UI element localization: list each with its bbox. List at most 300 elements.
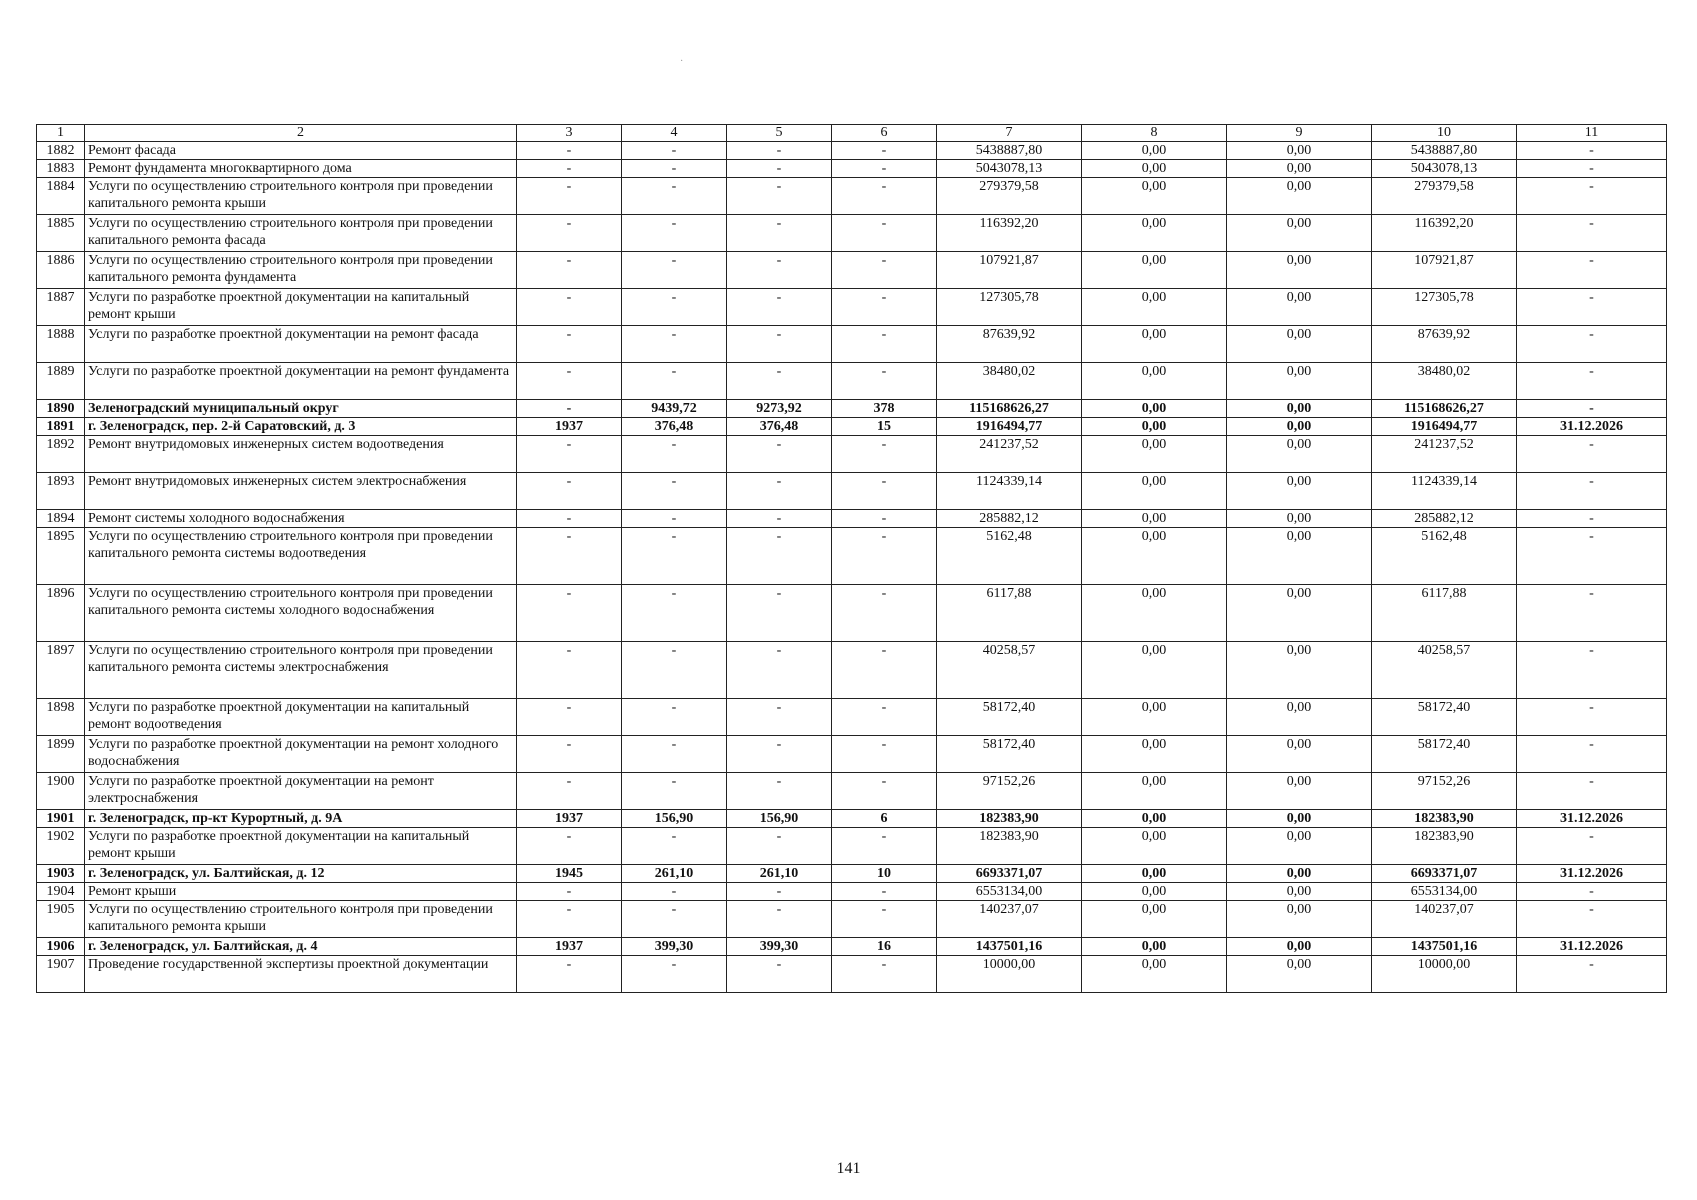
item-name: Услуги по разработке проектной документации на капитальный ремонт водоотведения	[85, 699, 517, 736]
total-cost: 285882,12	[937, 510, 1082, 528]
column-number: 4	[622, 125, 727, 142]
living-area: -	[727, 473, 832, 510]
total-cost: 279379,58	[937, 178, 1082, 215]
residents-count: 378	[832, 400, 937, 418]
cost-col-8: 0,00	[1082, 585, 1227, 642]
cost-col-8: 0,00	[1082, 773, 1227, 810]
item-name: Услуги по осуществлению строительного контроля при проведении капитального ремонта системы водоотведения	[85, 528, 517, 585]
year-built: -	[517, 773, 622, 810]
completion-date: -	[1517, 642, 1667, 699]
year-built: -	[517, 178, 622, 215]
total-cost: 97152,26	[937, 773, 1082, 810]
living-area: -	[727, 510, 832, 528]
cost-col-9: 0,00	[1227, 436, 1372, 473]
row-number: 1883	[37, 160, 85, 178]
cost-col-8: 0,00	[1082, 810, 1227, 828]
residents-count: -	[832, 736, 937, 773]
completion-date: -	[1517, 883, 1667, 901]
cost-col-10: 5438887,80	[1372, 142, 1517, 160]
total-cost: 58172,40	[937, 699, 1082, 736]
total-cost: 241237,52	[937, 436, 1082, 473]
total-area: 156,90	[622, 810, 727, 828]
year-built: -	[517, 142, 622, 160]
cost-col-9: 0,00	[1227, 142, 1372, 160]
total-area: -	[622, 883, 727, 901]
cost-col-10: 58172,40	[1372, 699, 1517, 736]
cost-col-8: 0,00	[1082, 956, 1227, 993]
year-built: -	[517, 828, 622, 865]
cost-col-8: 0,00	[1082, 883, 1227, 901]
living-area: -	[727, 178, 832, 215]
item-name: Ремонт крыши	[85, 883, 517, 901]
year-built: -	[517, 400, 622, 418]
row-number: 1886	[37, 252, 85, 289]
living-area: -	[727, 215, 832, 252]
cost-col-9: 0,00	[1227, 699, 1372, 736]
total-area: -	[622, 699, 727, 736]
row-number: 1901	[37, 810, 85, 828]
cost-col-9: 0,00	[1227, 252, 1372, 289]
completion-date: 31.12.2026	[1517, 810, 1667, 828]
total-area: -	[622, 528, 727, 585]
total-cost: 1437501,16	[937, 938, 1082, 956]
cost-col-9: 0,00	[1227, 528, 1372, 585]
row-number: 1892	[37, 436, 85, 473]
item-name: Ремонт системы холодного водоснабжения	[85, 510, 517, 528]
table-row	[37, 699, 1667, 736]
item-name: Услуги по разработке проектной документации на ремонт фундамента	[85, 363, 517, 400]
item-name: Услуги по осуществлению строительного контроля при проведении капитального ремонта крыши	[85, 178, 517, 215]
item-name: г. Зеленоградск, пр-кт Курортный, д. 9А	[85, 810, 517, 828]
row-number: 1891	[37, 418, 85, 436]
table-row	[37, 828, 1667, 865]
item-name: Услуги по разработке проектной документации на ремонт электроснабжения	[85, 773, 517, 810]
living-area: -	[727, 436, 832, 473]
residents-count: -	[832, 956, 937, 993]
column-number: 8	[1082, 125, 1227, 142]
residents-count: -	[832, 528, 937, 585]
completion-date: -	[1517, 436, 1667, 473]
cost-col-8: 0,00	[1082, 938, 1227, 956]
cost-col-10: 6693371,07	[1372, 865, 1517, 883]
row-number: 1895	[37, 528, 85, 585]
cost-col-9: 0,00	[1227, 178, 1372, 215]
completion-date: -	[1517, 956, 1667, 993]
register-table	[36, 124, 1667, 993]
completion-date: 31.12.2026	[1517, 418, 1667, 436]
year-built: -	[517, 436, 622, 473]
row-number: 1907	[37, 956, 85, 993]
cost-col-9: 0,00	[1227, 510, 1372, 528]
total-area: -	[622, 436, 727, 473]
living-area: -	[727, 901, 832, 938]
table-row	[37, 289, 1667, 326]
cost-col-8: 0,00	[1082, 473, 1227, 510]
table-row	[37, 160, 1667, 178]
cost-col-9: 0,00	[1227, 585, 1372, 642]
table-row	[37, 142, 1667, 160]
row-number: 1899	[37, 736, 85, 773]
cost-col-9: 0,00	[1227, 326, 1372, 363]
row-number: 1905	[37, 901, 85, 938]
cost-col-10: 5162,48	[1372, 528, 1517, 585]
year-built: -	[517, 363, 622, 400]
column-number: 11	[1517, 125, 1667, 142]
year-built: -	[517, 642, 622, 699]
cost-col-8: 0,00	[1082, 528, 1227, 585]
cost-col-10: 115168626,27	[1372, 400, 1517, 418]
table-row	[37, 901, 1667, 938]
cost-col-10: 6117,88	[1372, 585, 1517, 642]
living-area: -	[727, 883, 832, 901]
register-sheet	[36, 124, 1666, 993]
cost-col-10: 5043078,13	[1372, 160, 1517, 178]
table-row	[37, 642, 1667, 699]
row-number: 1903	[37, 865, 85, 883]
cost-col-8: 0,00	[1082, 400, 1227, 418]
residents-count: -	[832, 363, 937, 400]
column-number: 10	[1372, 125, 1517, 142]
item-name: Ремонт фасада	[85, 142, 517, 160]
total-cost: 1916494,77	[937, 418, 1082, 436]
cost-col-8: 0,00	[1082, 418, 1227, 436]
page-number: 141	[836, 1160, 861, 1177]
year-built: -	[517, 883, 622, 901]
total-cost: 1124339,14	[937, 473, 1082, 510]
cost-col-9: 0,00	[1227, 883, 1372, 901]
total-area: 376,48	[622, 418, 727, 436]
cost-col-8: 0,00	[1082, 252, 1227, 289]
total-area: -	[622, 160, 727, 178]
cost-col-10: 1916494,77	[1372, 418, 1517, 436]
residents-count: -	[832, 699, 937, 736]
total-cost: 5162,48	[937, 528, 1082, 585]
total-area: -	[622, 215, 727, 252]
cost-col-8: 0,00	[1082, 510, 1227, 528]
total-cost: 58172,40	[937, 736, 1082, 773]
year-built: -	[517, 736, 622, 773]
total-area: -	[622, 326, 727, 363]
residents-count: -	[832, 642, 937, 699]
residents-count: 16	[832, 938, 937, 956]
residents-count: 15	[832, 418, 937, 436]
total-area: -	[622, 178, 727, 215]
cost-col-10: 58172,40	[1372, 736, 1517, 773]
total-area: -	[622, 252, 727, 289]
cost-col-10: 107921,87	[1372, 252, 1517, 289]
year-built: -	[517, 289, 622, 326]
living-area: -	[727, 326, 832, 363]
column-number: 5	[727, 125, 832, 142]
year-built: 1937	[517, 418, 622, 436]
year-built: 1945	[517, 865, 622, 883]
living-area: 261,10	[727, 865, 832, 883]
cost-col-10: 279379,58	[1372, 178, 1517, 215]
table-row	[37, 810, 1667, 828]
cost-col-9: 0,00	[1227, 956, 1372, 993]
item-name: Услуги по осуществлению строительного контроля при проведении капитального ремонта системы электроснабжения	[85, 642, 517, 699]
total-cost: 10000,00	[937, 956, 1082, 993]
total-area: -	[622, 473, 727, 510]
total-cost: 115168626,27	[937, 400, 1082, 418]
year-built: -	[517, 699, 622, 736]
column-number: 9	[1227, 125, 1372, 142]
total-cost: 38480,02	[937, 363, 1082, 400]
item-name: г. Зеленоградск, ул. Балтийская, д. 4	[85, 938, 517, 956]
total-area: -	[622, 956, 727, 993]
total-area: 9439,72	[622, 400, 727, 418]
residents-count: -	[832, 473, 937, 510]
cost-col-10: 182383,90	[1372, 810, 1517, 828]
row-number: 1888	[37, 326, 85, 363]
total-cost: 6553134,00	[937, 883, 1082, 901]
cost-col-8: 0,00	[1082, 642, 1227, 699]
row-number: 1884	[37, 178, 85, 215]
completion-date: -	[1517, 585, 1667, 642]
residents-count: 6	[832, 810, 937, 828]
total-area: -	[622, 642, 727, 699]
living-area: -	[727, 160, 832, 178]
table-row	[37, 938, 1667, 956]
residents-count: -	[832, 142, 937, 160]
cost-col-8: 0,00	[1082, 436, 1227, 473]
item-name: Услуги по разработке проектной документации на капитальный ремонт крыши	[85, 289, 517, 326]
row-number: 1885	[37, 215, 85, 252]
living-area: -	[727, 642, 832, 699]
total-area: -	[622, 773, 727, 810]
table-row	[37, 473, 1667, 510]
scan-artifact: ·	[680, 56, 684, 67]
cost-col-9: 0,00	[1227, 215, 1372, 252]
living-area: 9273,92	[727, 400, 832, 418]
cost-col-10: 87639,92	[1372, 326, 1517, 363]
cost-col-10: 241237,52	[1372, 436, 1517, 473]
cost-col-10: 38480,02	[1372, 363, 1517, 400]
column-number: 2	[85, 125, 517, 142]
cost-col-10: 140237,07	[1372, 901, 1517, 938]
table-row	[37, 400, 1667, 418]
residents-count: -	[832, 215, 937, 252]
residents-count: -	[832, 160, 937, 178]
residents-count: -	[832, 585, 937, 642]
total-cost: 116392,20	[937, 215, 1082, 252]
completion-date: -	[1517, 699, 1667, 736]
cost-col-9: 0,00	[1227, 160, 1372, 178]
cost-col-9: 0,00	[1227, 473, 1372, 510]
row-number: 1894	[37, 510, 85, 528]
living-area: -	[727, 363, 832, 400]
residents-count: -	[832, 289, 937, 326]
table-body	[37, 125, 1667, 993]
residents-count: -	[832, 828, 937, 865]
table-row	[37, 178, 1667, 215]
total-cost: 182383,90	[937, 828, 1082, 865]
cost-col-8: 0,00	[1082, 736, 1227, 773]
year-built: -	[517, 956, 622, 993]
total-cost: 6117,88	[937, 585, 1082, 642]
cost-col-10: 97152,26	[1372, 773, 1517, 810]
residents-count: -	[832, 883, 937, 901]
completion-date: -	[1517, 528, 1667, 585]
living-area: -	[727, 585, 832, 642]
total-cost: 6693371,07	[937, 865, 1082, 883]
living-area: -	[727, 142, 832, 160]
residents-count: -	[832, 178, 937, 215]
cost-col-8: 0,00	[1082, 178, 1227, 215]
total-area: 261,10	[622, 865, 727, 883]
item-name: Ремонт внутридомовых инженерных систем электроснабжения	[85, 473, 517, 510]
cost-col-8: 0,00	[1082, 865, 1227, 883]
total-area: -	[622, 828, 727, 865]
completion-date: -	[1517, 289, 1667, 326]
cost-col-8: 0,00	[1082, 828, 1227, 865]
completion-date: -	[1517, 773, 1667, 810]
column-number-row	[37, 125, 1667, 142]
row-number: 1906	[37, 938, 85, 956]
cost-col-8: 0,00	[1082, 901, 1227, 938]
year-built: -	[517, 473, 622, 510]
row-number: 1882	[37, 142, 85, 160]
table-row	[37, 436, 1667, 473]
cost-col-9: 0,00	[1227, 938, 1372, 956]
total-cost: 87639,92	[937, 326, 1082, 363]
item-name: Ремонт фундамента многоквартирного дома	[85, 160, 517, 178]
total-area: -	[622, 736, 727, 773]
residents-count: -	[832, 436, 937, 473]
column-number: 7	[937, 125, 1082, 142]
year-built: -	[517, 510, 622, 528]
total-cost: 182383,90	[937, 810, 1082, 828]
year-built: -	[517, 252, 622, 289]
total-area: -	[622, 142, 727, 160]
row-number: 1904	[37, 883, 85, 901]
year-built: -	[517, 215, 622, 252]
item-name: Зеленоградский муниципальный округ	[85, 400, 517, 418]
completion-date: -	[1517, 510, 1667, 528]
item-name: г. Зеленоградск, пер. 2-й Саратовский, д. 3	[85, 418, 517, 436]
year-built: -	[517, 901, 622, 938]
cost-col-10: 6553134,00	[1372, 883, 1517, 901]
total-area: -	[622, 585, 727, 642]
cost-col-9: 0,00	[1227, 828, 1372, 865]
cost-col-9: 0,00	[1227, 773, 1372, 810]
cost-col-9: 0,00	[1227, 642, 1372, 699]
item-name: Услуги по осуществлению строительного контроля при проведении капитального ремонта фасада	[85, 215, 517, 252]
row-number: 1896	[37, 585, 85, 642]
table-row	[37, 363, 1667, 400]
total-cost: 107921,87	[937, 252, 1082, 289]
table-row	[37, 510, 1667, 528]
living-area: -	[727, 956, 832, 993]
completion-date: -	[1517, 828, 1667, 865]
row-number: 1889	[37, 363, 85, 400]
item-name: Ремонт внутридомовых инженерных систем водоотведения	[85, 436, 517, 473]
cost-col-9: 0,00	[1227, 363, 1372, 400]
cost-col-8: 0,00	[1082, 363, 1227, 400]
residents-count: -	[832, 326, 937, 363]
year-built: -	[517, 160, 622, 178]
total-area: -	[622, 510, 727, 528]
residents-count: 10	[832, 865, 937, 883]
item-name: Проведение государственной экспертизы проектной документации	[85, 956, 517, 993]
cost-col-9: 0,00	[1227, 901, 1372, 938]
year-built: 1937	[517, 810, 622, 828]
residents-count: -	[832, 510, 937, 528]
table-row	[37, 252, 1667, 289]
completion-date: -	[1517, 400, 1667, 418]
completion-date: -	[1517, 326, 1667, 363]
table-row	[37, 326, 1667, 363]
total-cost: 5438887,80	[937, 142, 1082, 160]
year-built: -	[517, 585, 622, 642]
item-name: Услуги по осуществлению строительного контроля при проведении капитального ремонта системы холодного водоснабжения	[85, 585, 517, 642]
table-row	[37, 215, 1667, 252]
cost-col-10: 116392,20	[1372, 215, 1517, 252]
item-name: Услуги по разработке проектной документации на ремонт фасада	[85, 326, 517, 363]
total-cost: 127305,78	[937, 289, 1082, 326]
cost-col-9: 0,00	[1227, 865, 1372, 883]
total-area: -	[622, 289, 727, 326]
cost-col-9: 0,00	[1227, 418, 1372, 436]
table-row	[37, 736, 1667, 773]
completion-date: -	[1517, 160, 1667, 178]
cost-col-8: 0,00	[1082, 289, 1227, 326]
column-number: 3	[517, 125, 622, 142]
living-area: -	[727, 773, 832, 810]
cost-col-9: 0,00	[1227, 810, 1372, 828]
table-row	[37, 883, 1667, 901]
row-number: 1887	[37, 289, 85, 326]
row-number: 1893	[37, 473, 85, 510]
living-area: 399,30	[727, 938, 832, 956]
living-area: -	[727, 528, 832, 585]
year-built: 1937	[517, 938, 622, 956]
cost-col-10: 40258,57	[1372, 642, 1517, 699]
residents-count: -	[832, 773, 937, 810]
row-number: 1890	[37, 400, 85, 418]
living-area: -	[727, 252, 832, 289]
completion-date: -	[1517, 901, 1667, 938]
total-area: -	[622, 363, 727, 400]
table-row	[37, 585, 1667, 642]
cost-col-10: 285882,12	[1372, 510, 1517, 528]
table-row	[37, 528, 1667, 585]
column-number: 6	[832, 125, 937, 142]
residents-count: -	[832, 252, 937, 289]
completion-date: -	[1517, 142, 1667, 160]
row-number: 1900	[37, 773, 85, 810]
item-name: Услуги по осуществлению строительного контроля при проведении капитального ремонта фундамента	[85, 252, 517, 289]
completion-date: -	[1517, 363, 1667, 400]
completion-date: -	[1517, 178, 1667, 215]
completion-date: 31.12.2026	[1517, 865, 1667, 883]
table-row	[37, 865, 1667, 883]
cost-col-10: 127305,78	[1372, 289, 1517, 326]
item-name: Услуги по разработке проектной документации на капитальный ремонт крыши	[85, 828, 517, 865]
cost-col-8: 0,00	[1082, 160, 1227, 178]
cost-col-10: 10000,00	[1372, 956, 1517, 993]
cost-col-9: 0,00	[1227, 400, 1372, 418]
total-area: 399,30	[622, 938, 727, 956]
completion-date: -	[1517, 215, 1667, 252]
cost-col-10: 182383,90	[1372, 828, 1517, 865]
living-area: -	[727, 736, 832, 773]
completion-date: 31.12.2026	[1517, 938, 1667, 956]
year-built: -	[517, 528, 622, 585]
completion-date: -	[1517, 252, 1667, 289]
item-name: Услуги по разработке проектной документации на ремонт холодного водоснабжения	[85, 736, 517, 773]
total-area: -	[622, 901, 727, 938]
